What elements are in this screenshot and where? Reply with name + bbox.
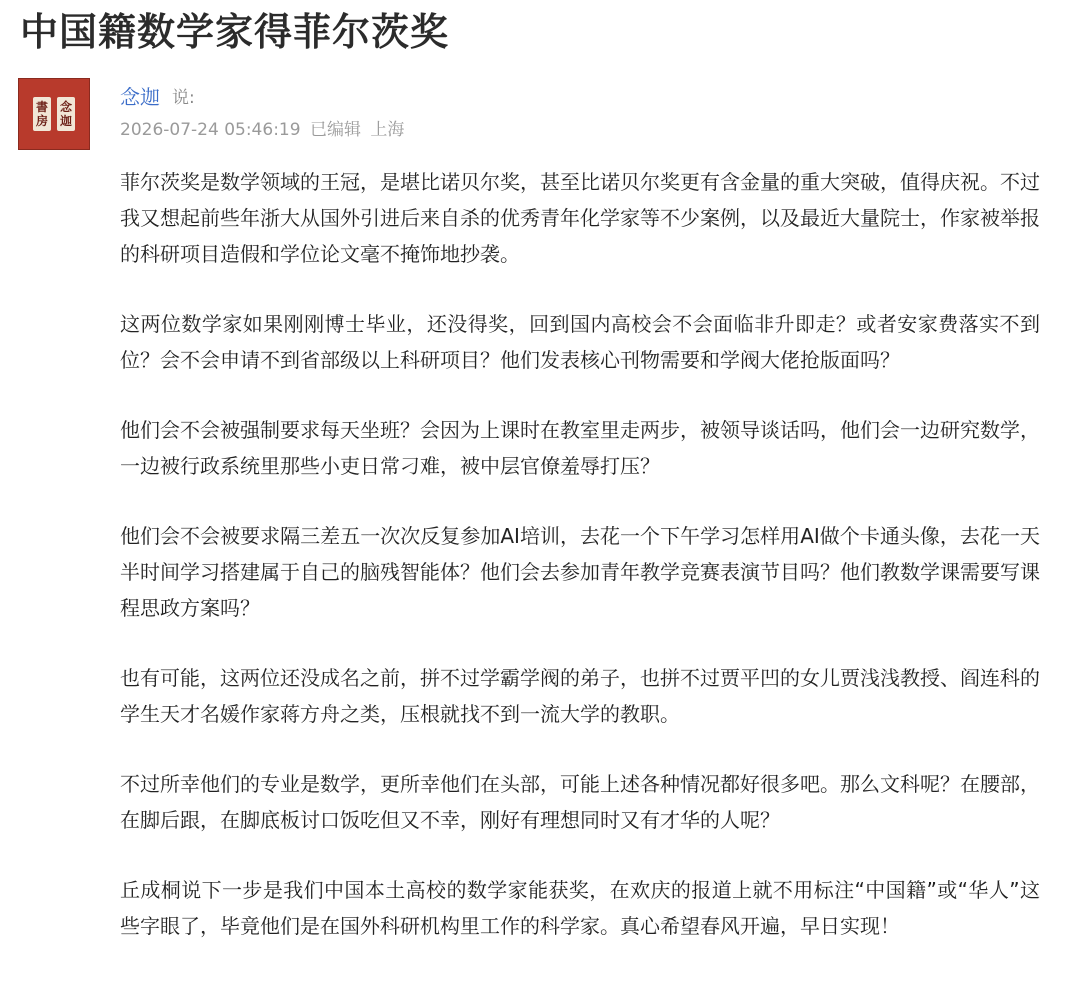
avatar-seal-char: 房 bbox=[35, 114, 48, 128]
avatar-seal-char: 迦 bbox=[60, 114, 73, 128]
post-location: 上海 bbox=[370, 120, 405, 140]
post-paragraph: 也有可能，这两位还没成名之前，拼不过学霸学阀的弟子，也拼不过贾平凹的女儿贾浅浅教授、阎连科的学生天才名媛作家蒋方舟之类，压根就找不到一流大学的教职。 bbox=[120, 666, 1040, 726]
post-datetime: 2026-07-24 05:46:19 bbox=[120, 120, 301, 140]
post-paragraph: 不过所幸他们的专业是数学，更所幸他们在头部，可能上述各种情况都好很多吧。那么文科呢？在腰部，在脚后跟，在脚底板讨口饭吃但又不幸，刚好有理想同时又有才华的人呢？ bbox=[120, 772, 1040, 832]
post-meta bbox=[120, 118, 408, 142]
post-paragraph: 菲尔茨奖是数学领域的王冠，是堪比诺贝尔奖，甚至比诺贝尔奖更有含金量的重大突破，值得庆祝。不过我又想起前些年浙大从国外引进后来自杀的优秀青年化学家等不少案例，以及最近大量院士，作家被举报的科研项目造假和学位论文毫不掩饰地抄袭。 bbox=[120, 170, 1040, 266]
author-says-label: 说: bbox=[172, 88, 195, 108]
author-name-link[interactable]: 念迦 bbox=[120, 85, 160, 109]
post-edited-label: 已编辑 bbox=[309, 120, 361, 140]
avatar-seal-column-right bbox=[57, 97, 75, 131]
post-paragraph: 他们会不会被强制要求每天坐班？会因为上课时在教室里走两步，被领导谈话吗，他们会一边研究数学，一边被行政系统里那些小吏日常刁难，被中层官僚羞辱打压？ bbox=[120, 418, 1040, 478]
post-paragraph: 这两位数学家如果刚刚博士毕业，还没得奖，回到国内高校会不会面临非升即走？或者安家费落实不到位？会不会申请不到省部级以上科研项目？他们发表核心刊物需要和学阀大佬抢版面吗？ bbox=[120, 312, 1040, 372]
post-body bbox=[120, 164, 1040, 978]
avatar-seal-char: 書 bbox=[35, 100, 48, 114]
author-block bbox=[18, 78, 1058, 152]
avatar-seal-column-left bbox=[33, 97, 51, 131]
post-paragraph: 他们会不会被要求隔三差五一次次反复参加AI培训，去花一个下午学习怎样用AI做个卡通头像，去花一天半时间学习搭建属于自己的脑残智能体？他们会去参加青年教学竞赛表演节目吗？他们教数学课需要写课程思政方案吗？ bbox=[120, 524, 1040, 620]
post-paragraph: 丘成桐说下一步是我们中国本土高校的数学家能获奖，在欢庆的报道上就不用标注“中国籍”或“华人”这些字眼了，毕竟他们是在国外科研机构里工作的科学家。真心希望春风开遍，早日实现！ bbox=[120, 878, 1040, 938]
page-title: 中国籍数学家得菲尔茨奖 bbox=[20, 10, 450, 54]
avatar-seal-char: 念 bbox=[60, 100, 73, 114]
avatar[interactable] bbox=[18, 78, 90, 150]
